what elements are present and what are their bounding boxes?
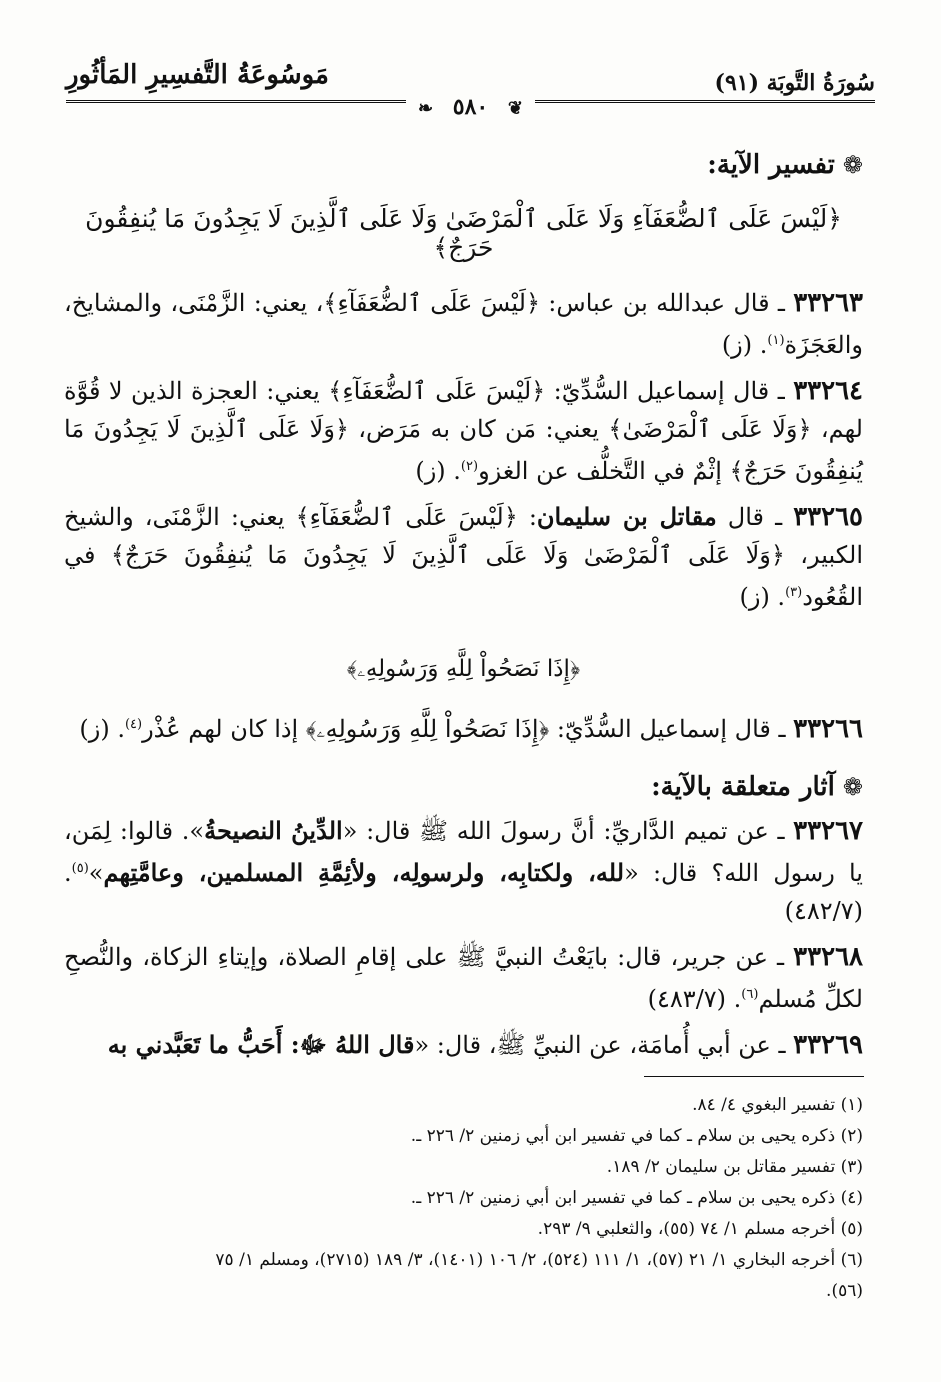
narration [64, 812, 863, 930]
quran-quote: ﴿وَلَا عَلَى ٱلْمَرْضَىٰ وَلَا عَلَى ٱلَّذِينَ لَا يَجِدُونَ مَا يُنفِقُونَ حَرَجٌ﴾ [110, 541, 785, 569]
quran-quote: ﴿إِذَا نَصَحُواْ لِلَّهِ وَرَسُولِهِۦ﴾ [305, 715, 550, 743]
narration-text: : [517, 503, 537, 531]
narration [64, 938, 863, 1018]
narration [64, 284, 863, 364]
narration [64, 372, 863, 490]
narration-text: يعني: مَن كان به مَرَض، [348, 415, 609, 443]
narration [64, 1026, 863, 1064]
section-heading-tafsir [64, 150, 863, 180]
narration-text: . (ز) [79, 715, 125, 743]
narrator-name: مقاتل بن سليمان [536, 502, 717, 531]
narration-text: . (ز) [415, 457, 461, 485]
hadith-text: لله، ولكتابِه، ولرسولِه، ولأئِمَّةِ المسلمين، وعامَّتِهم [103, 858, 625, 887]
quran-quote: ﴿لَيْسَ عَلَى ٱلضُّعَفَآءِ﴾ [328, 377, 546, 405]
ornament-icon: ❦ [502, 98, 529, 119]
section-title: آثار متعلقة بالآية: [651, 772, 835, 802]
hadith-text: الدِّينُ النصيحةُ [204, 816, 343, 845]
footnote-separator [644, 1076, 864, 1077]
quran-quote: ﴿وَلَا عَلَى ٱلْمَرْضَىٰ﴾ [608, 415, 812, 443]
flower-ornament-icon: ❁ [842, 773, 863, 801]
narration-text: . (ز) [721, 331, 768, 359]
page-number-line [0, 94, 941, 120]
footnote: (٦) أخرجه البخاري ١/ ٢١ (٥٧)، ١/ ١١١ (٥٢٤)، ٢/ ١٠٦ (١٤٠١)، ٣/ ١٨٩ (٢٧١٥)، ومسلم ١/ ٧٥ [215, 1250, 863, 1270]
footnote-ref: (٥) [71, 861, 89, 876]
footnotes [64, 1090, 863, 1307]
narration-text: يعني: العجزة الذين لا قُوَّة لهم، [64, 377, 863, 443]
narration-text: في القُعُود [64, 541, 863, 611]
section-title: تفسير الآية: [707, 150, 835, 180]
narration-number: ٣٣٢٦٦ [793, 714, 863, 744]
narration-text: ـ قال [716, 503, 794, 531]
narration-number: ٣٣٢٦٧ [793, 816, 863, 846]
quran-quote: ﴿لَيْسَ عَلَى ٱلضُّعَفَآءِ﴾ [323, 289, 541, 317]
section-heading-athar [64, 772, 863, 802]
footnote: (٣) تفسير مقاتل بن سليمان ٢/ ١٨٩. [606, 1157, 863, 1177]
hadith-text: قال اللهُ ﷻ: أَحَبُّ ما تَعَبَّدني به [107, 1030, 415, 1059]
main-text [64, 150, 863, 1072]
narration-text: ، يعني: الزَّمْنَى، والمشايخ، والعَجَزَة [64, 289, 863, 359]
footnote: (٥) أخرجه مسلم ١/ ٧٤ (٥٥)، والثعلبي ٩/ ٢٩٣. [537, 1219, 863, 1239]
narration [64, 498, 863, 616]
narration-text: إذا كان لهم عُذْر [142, 715, 306, 743]
narration-number: ٣٣٢٦٥ [793, 502, 864, 532]
quran-quote: ﴿وَلَا عَلَى ٱلَّذِينَ لَا يَجِدُونَ مَا يُنفِقُونَ حَرَجٌ﴾ [64, 415, 863, 485]
narration-text: يعني: الزَّمْنَى، والشيخ الكبير، [64, 503, 863, 569]
narration-text: ». قالوا: لِمَن، يا رسول الله؟ قال: « [64, 817, 863, 887]
quran-quote: ﴿لَيْسَ عَلَى ٱلضُّعَفَآءِ﴾ [295, 503, 518, 531]
narration-text: ـ عن جرير، قال: بايَعْتُ النبيَّ ﷺ على إقامِ الصلاة، وإيتاءِ الزكاة، والنُّصحِ لكلِّ مُسلم [64, 943, 863, 1013]
book-title: مَوسُوعَةُ التَّفسِيرِ المَأثُورِ [66, 60, 329, 90]
narration-text: ـ قال إسماعيل السُّدِّيّ: [545, 377, 794, 405]
quran-verse: ﴿لَيْسَ عَلَى ٱلضُّعَفَآءِ وَلَا عَلَى ٱلْمَرْضَىٰ وَلَا عَلَى ٱلَّذِينَ لَا يَجِدُونَ مَا يُنفِقُونَ حَرَجٌ﴾ [85, 204, 842, 262]
page-number-box [406, 94, 535, 120]
footnote: (٥٦). [826, 1281, 863, 1301]
narration-text: . (٤٨٣/٧) [647, 985, 742, 1013]
narration-number: ٣٣٢٦٣ [793, 288, 864, 318]
narration-text: ـ عن تميم الدَّاريِّ: أنَّ رسولَ الله ﷺ قال: « [342, 817, 794, 845]
footnote-ref: (٢) [460, 459, 479, 474]
footnote: (١) تفسير البغوي ٤/ ٨٤. [692, 1095, 863, 1115]
footnote: (٢) ذكره يحيى بن سلام ـ كما في تفسير ابن أبي زمنين ٢/ ٢٢٦ ـ. [410, 1126, 863, 1146]
footnote-ref: (٤) [124, 717, 143, 732]
footnote: (٤) ذكره يحيى بن سلام ـ كما في تفسير ابن أبي زمنين ٢/ ٢٢٦ ـ. [410, 1188, 863, 1208]
narration-text: ـ عن أبي أُمامَة، عن النبيِّ ﷺ، قال: « [414, 1031, 794, 1059]
footnote-ref: (٦) [741, 987, 759, 1002]
quran-verse: ﴿إِذَا نَصَحُواْ لِلَّهِ وَرَسُولِهِۦ﴾ [346, 656, 581, 682]
page-number: ٥٨٠ [447, 94, 494, 120]
narration-number: ٣٣٢٦٩ [793, 1030, 863, 1060]
narration-text: إثْمٌ في التَّخلُّف عن الغزو [478, 457, 730, 485]
narration-number: ٣٣٢٦٤ [793, 376, 864, 406]
narration-text: . (٤٨٢/٧) [64, 859, 863, 925]
narration [64, 706, 863, 748]
narration-text: ـ قال عبدالله بن عباس: [540, 289, 794, 317]
surah-header: سُورَةُ التَّوبَة (٩١) [714, 70, 875, 96]
narration-text: . (ز) [739, 583, 786, 611]
footnote-ref: (١) [767, 333, 785, 348]
narration-number: ٣٣٢٦٨ [793, 942, 863, 972]
spacer [64, 756, 863, 772]
narration-text: » [88, 859, 104, 887]
ornament-icon: ❧ [412, 98, 439, 119]
narration-text: ـ قال إسماعيل السُّدِّيّ: [549, 715, 794, 743]
flower-ornament-icon: ❁ [842, 151, 863, 179]
footnote-ref: (٣) [785, 585, 803, 600]
